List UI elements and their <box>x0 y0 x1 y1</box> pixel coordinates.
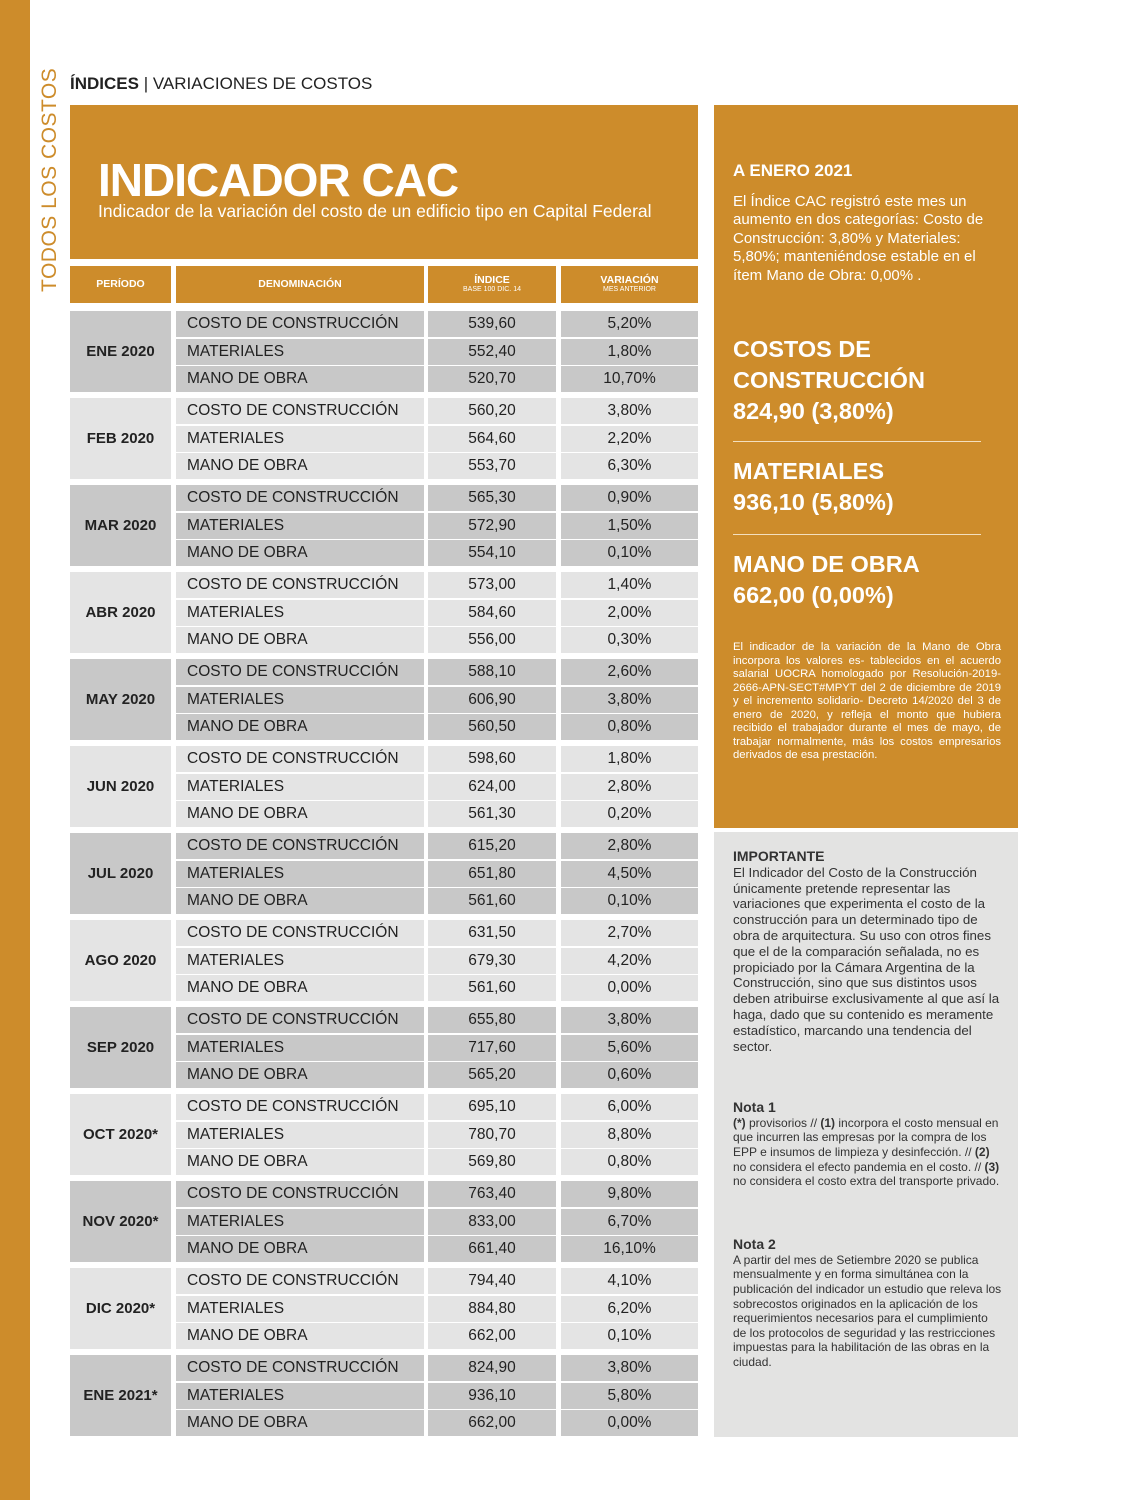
table-row <box>176 1355 698 1381</box>
index-cell: 695,10 <box>428 1094 556 1120</box>
mano-obra-label: MANO DE OBRA <box>733 551 920 577</box>
denomination-cell: MANO DE OBRA <box>176 540 424 566</box>
table-row <box>176 311 698 337</box>
summary-panel <box>714 105 1018 828</box>
header-name-label: DENOMINACIÓN <box>258 277 342 290</box>
table-row <box>176 1383 698 1409</box>
variation-cell: 8,80% <box>561 1122 698 1148</box>
denomination-cell: MATERIALES <box>176 1296 424 1322</box>
table-row <box>176 1035 698 1061</box>
denomination-cell: COSTO DE CONSTRUCCIÓN <box>176 1355 424 1381</box>
variation-cell: 2,80% <box>561 774 698 800</box>
table-row <box>176 1236 698 1262</box>
variation-cell: 0,60% <box>561 1062 698 1088</box>
period-group <box>70 311 698 392</box>
denomination-cell: MANO DE OBRA <box>176 1410 424 1436</box>
denomination-cell: MATERIALES <box>176 513 424 539</box>
summary-costos <box>733 334 1003 427</box>
table-row <box>176 1296 698 1322</box>
table-row <box>176 627 698 653</box>
important-text: El Indicador del Costo de la Construcción únicamente pretende representar las variaciones que experimenta el costo de la construcción para un determinado tipo de obra de arquitectura. Su uso con otros fines que el de la comparación señalada, no es propiciado por la Cámara Argentina de la Construcción, sino que sus distintos usos deben atribuirse exclusivamente al que así la haga, dado que su contenido es meramente estadístico, marcando una tendencia del sector. <box>733 864 1000 1054</box>
variation-cell: 3,80% <box>561 1007 698 1033</box>
variation-cell: 2,00% <box>561 600 698 626</box>
header-name <box>176 266 424 303</box>
index-cell: 520,70 <box>428 366 556 392</box>
costos-label-1: COSTOS DE <box>733 336 871 362</box>
variation-cell: 0,80% <box>561 714 698 740</box>
period-cell: ABR 2020 <box>70 572 171 653</box>
table-row <box>176 687 698 713</box>
index-cell: 662,00 <box>428 1410 556 1436</box>
table-row <box>176 1122 698 1148</box>
index-cell: 824,90 <box>428 1355 556 1381</box>
variation-cell: 3,80% <box>561 1355 698 1381</box>
denomination-cell: MATERIALES <box>176 948 424 974</box>
index-cell: 606,90 <box>428 687 556 713</box>
denomination-cell: MATERIALES <box>176 861 424 887</box>
variation-cell: 0,90% <box>561 485 698 511</box>
table-row <box>176 1268 698 1294</box>
period-group <box>70 1355 698 1436</box>
summary-intro: El Índice CAC registró este mes un aumento en dos categorías: Costo de Construcción: 3,80% y Materiales: 5,80%; manteniéndose estable en el ítem Mano de Obra: 0,00% . <box>733 193 984 284</box>
variation-cell: 4,10% <box>561 1268 698 1294</box>
variation-cell: 2,70% <box>561 920 698 946</box>
index-cell: 573,00 <box>428 572 556 598</box>
denomination-cell: MANO DE OBRA <box>176 1236 424 1262</box>
note-2 <box>733 1237 1003 1370</box>
period-cell: SEP 2020 <box>70 1007 171 1088</box>
materiales-value: 936,10 (5,80%) <box>733 489 894 515</box>
side-accent-strip <box>0 0 30 1500</box>
index-cell: 565,30 <box>428 485 556 511</box>
variation-cell: 2,80% <box>561 833 698 859</box>
header-var-label: VARIACIÓN <box>600 274 659 287</box>
denomination-cell: MANO DE OBRA <box>176 627 424 653</box>
section-subtitle: VARIACIONES DE COSTOS <box>152 74 373 93</box>
period-group <box>70 920 698 1001</box>
variation-cell: 5,20% <box>561 311 698 337</box>
variation-cell: 0,00% <box>561 1410 698 1436</box>
header-var-sub: MES ANTERIOR <box>603 286 656 294</box>
section-header <box>70 74 372 94</box>
variation-cell: 1,80% <box>561 339 698 365</box>
index-cell: 655,80 <box>428 1007 556 1033</box>
table-row <box>176 426 698 452</box>
index-cell: 554,10 <box>428 540 556 566</box>
denomination-cell: MANO DE OBRA <box>176 801 424 827</box>
index-cell: 679,30 <box>428 948 556 974</box>
table-row <box>176 1410 698 1436</box>
period-cell: ENE 2020 <box>70 311 171 392</box>
variation-cell: 9,80% <box>561 1181 698 1207</box>
page-title: INDICADOR CAC <box>98 154 459 206</box>
denomination-cell: COSTO DE CONSTRUCCIÓN <box>176 833 424 859</box>
denomination-cell: MANO DE OBRA <box>176 1149 424 1175</box>
variation-cell: 16,10% <box>561 1236 698 1262</box>
period-group <box>70 833 698 914</box>
period-cell: JUN 2020 <box>70 746 171 827</box>
table-row <box>176 572 698 598</box>
denomination-cell: MATERIALES <box>176 1209 424 1235</box>
variation-cell: 1,80% <box>561 746 698 772</box>
index-cell: 717,60 <box>428 1035 556 1061</box>
table-row <box>176 1181 698 1207</box>
denomination-cell: COSTO DE CONSTRUCCIÓN <box>176 1268 424 1294</box>
divider <box>733 441 981 442</box>
note-1-title: Nota 1 <box>733 1099 776 1115</box>
section-vertical-label: TODOS LOS COSTOS <box>38 67 61 292</box>
period-cell: MAY 2020 <box>70 659 171 740</box>
denomination-cell: MATERIALES <box>176 600 424 626</box>
index-cell: 833,00 <box>428 1209 556 1235</box>
header-index <box>428 266 556 303</box>
index-cell: 598,60 <box>428 746 556 772</box>
period-cell: AGO 2020 <box>70 920 171 1001</box>
important-note <box>733 849 1003 1054</box>
index-cell: 564,60 <box>428 426 556 452</box>
index-cell: 572,90 <box>428 513 556 539</box>
denomination-cell: COSTO DE CONSTRUCCIÓN <box>176 746 424 772</box>
table-row <box>176 774 698 800</box>
denomination-cell: COSTO DE CONSTRUCCIÓN <box>176 485 424 511</box>
table-row <box>176 888 698 914</box>
table-row <box>176 714 698 740</box>
denomination-cell: MANO DE OBRA <box>176 714 424 740</box>
table-row <box>176 1094 698 1120</box>
period-cell: ENE 2021* <box>70 1355 171 1436</box>
index-cell: 780,70 <box>428 1122 556 1148</box>
denomination-cell: COSTO DE CONSTRUCCIÓN <box>176 1007 424 1033</box>
variation-cell: 6,30% <box>561 453 698 479</box>
table-row <box>176 453 698 479</box>
costos-value: 824,90 (3,80%) <box>733 398 894 424</box>
table-row <box>176 1209 698 1235</box>
denomination-cell: COSTO DE CONSTRUCCIÓN <box>176 1181 424 1207</box>
denomination-cell: MANO DE OBRA <box>176 888 424 914</box>
period-group <box>70 1094 698 1175</box>
costos-label-2: CONSTRUCCIÓN <box>733 367 925 393</box>
index-cell: 662,00 <box>428 1323 556 1349</box>
index-cell: 794,40 <box>428 1268 556 1294</box>
index-cell: 661,40 <box>428 1236 556 1262</box>
denomination-cell: MANO DE OBRA <box>176 1323 424 1349</box>
variation-cell: 3,80% <box>561 398 698 424</box>
page-subtitle: Indicador de la variación del costo de un edificio tipo en Capital Federal <box>98 201 652 221</box>
section-bold: ÍNDICES <box>70 74 139 93</box>
variation-cell: 0,10% <box>561 888 698 914</box>
note-1-text <box>733 1116 1003 1189</box>
period-cell: OCT 2020* <box>70 1094 171 1175</box>
variation-cell: 3,80% <box>561 687 698 713</box>
denomination-cell: COSTO DE CONSTRUCCIÓN <box>176 311 424 337</box>
table-row <box>176 1007 698 1033</box>
header-period-label: PERÍODO <box>96 277 145 290</box>
period-group <box>70 1268 698 1349</box>
denomination-cell: MANO DE OBRA <box>176 453 424 479</box>
index-cell: 553,70 <box>428 453 556 479</box>
variation-cell: 0,00% <box>561 975 698 1001</box>
denomination-cell: MATERIALES <box>176 687 424 713</box>
variation-cell: 4,50% <box>561 861 698 887</box>
denomination-cell: MATERIALES <box>176 339 424 365</box>
variation-cell: 0,20% <box>561 801 698 827</box>
variation-cell: 1,50% <box>561 513 698 539</box>
n1-a: (*) <box>733 1115 746 1130</box>
period-cell: MAR 2020 <box>70 485 171 566</box>
table-row <box>176 1149 698 1175</box>
table-row <box>176 948 698 974</box>
denomination-cell: COSTO DE CONSTRUCCIÓN <box>176 659 424 685</box>
index-cell: 569,80 <box>428 1149 556 1175</box>
table-row <box>176 540 698 566</box>
summary-materiales <box>733 456 1003 518</box>
variation-cell: 4,20% <box>561 948 698 974</box>
table-row <box>176 1062 698 1088</box>
materiales-label: MATERIALES <box>733 458 885 484</box>
header-index-sub: BASE 100 DIC. 14 <box>463 286 521 294</box>
variation-cell: 2,60% <box>561 659 698 685</box>
table-row <box>176 659 698 685</box>
table-row <box>176 920 698 946</box>
n1-b: provisorios // <box>745 1115 821 1130</box>
denomination-cell: COSTO DE CONSTRUCCIÓN <box>176 398 424 424</box>
variation-cell: 0,10% <box>561 540 698 566</box>
period-group <box>70 572 698 653</box>
period-cell: DIC 2020* <box>70 1268 171 1349</box>
mano-obra-value: 662,00 (0,00%) <box>733 582 894 608</box>
variation-cell: 10,70% <box>561 366 698 392</box>
period-group <box>70 1181 698 1262</box>
variation-cell: 5,60% <box>561 1035 698 1061</box>
index-cell: 588,10 <box>428 659 556 685</box>
index-cell: 539,60 <box>428 311 556 337</box>
n1-g: (3) <box>984 1159 1000 1174</box>
index-cell: 584,60 <box>428 600 556 626</box>
denomination-cell: MANO DE OBRA <box>176 366 424 392</box>
note-1 <box>733 1100 1003 1189</box>
table-row <box>176 833 698 859</box>
n1-c: (1) <box>820 1115 836 1130</box>
denomination-cell: MANO DE OBRA <box>176 975 424 1001</box>
index-cell: 565,20 <box>428 1062 556 1088</box>
table-row <box>176 600 698 626</box>
index-cell: 552,40 <box>428 339 556 365</box>
index-cell: 936,10 <box>428 1383 556 1409</box>
title-banner <box>70 105 698 259</box>
index-cell: 763,40 <box>428 1181 556 1207</box>
period-cell: FEB 2020 <box>70 398 171 479</box>
index-cell: 561,60 <box>428 888 556 914</box>
denomination-cell: MANO DE OBRA <box>176 1062 424 1088</box>
notes-panel <box>714 832 1018 1437</box>
n1-h: no considera el costo extra del transporte privado. <box>733 1174 1000 1189</box>
denomination-cell: MATERIALES <box>176 1035 424 1061</box>
summary-fine-print: El indicador de la variación de la Mano de Obra incorpora los valores es- tablecidos en el acuerdo salarial UOCRA homologado por Resolución-2019-2666-APN-SECT#MPYT del 2 de diciembre de 2019 y el incremento solidario- Decreto 14/2020 del 3 de enero de 2020, y refleja el monto que hubiera recibido el trabajador durante el mes de mayo, de trabajar normalmente, más los costos empresarios derivados de esa prestación. <box>733 641 1001 761</box>
period-group <box>70 746 698 827</box>
table-row <box>176 975 698 1001</box>
period-group <box>70 1007 698 1088</box>
table-row <box>176 746 698 772</box>
variation-cell: 0,80% <box>561 1149 698 1175</box>
variation-cell: 0,10% <box>561 1323 698 1349</box>
header-period <box>70 266 171 303</box>
variation-cell: 6,20% <box>561 1296 698 1322</box>
table-row <box>176 801 698 827</box>
table-row <box>176 1323 698 1349</box>
index-cell: 561,30 <box>428 801 556 827</box>
table-row <box>176 339 698 365</box>
note-2-text: A partir del mes de Setiembre 2020 se publica mensualmente y en forma simultánea con la publicación del indicador un estudio que releva los sobrecostos originados en la aplicación de los requerimientos necesarios para el cumplimiento de los protocolos de seguridad y las restricciones impuestas para la habilitación de las obras en la ciudad. <box>733 1252 1002 1369</box>
index-cell: 556,00 <box>428 627 556 653</box>
denomination-cell: MATERIALES <box>176 1122 424 1148</box>
index-cell: 631,50 <box>428 920 556 946</box>
denomination-cell: COSTO DE CONSTRUCCIÓN <box>176 572 424 598</box>
period-group <box>70 485 698 566</box>
important-title: IMPORTANTE <box>733 848 825 864</box>
index-cell: 560,50 <box>428 714 556 740</box>
index-cell: 624,00 <box>428 774 556 800</box>
index-cell: 651,80 <box>428 861 556 887</box>
note-2-title: Nota 2 <box>733 1236 776 1252</box>
variation-cell: 2,20% <box>561 426 698 452</box>
index-cell: 884,80 <box>428 1296 556 1322</box>
table-row <box>176 861 698 887</box>
n1-f: no considera el efecto pandemia en el costo. // <box>733 1159 985 1174</box>
table-row <box>176 366 698 392</box>
variation-cell: 5,80% <box>561 1383 698 1409</box>
summary-heading: A ENERO 2021 <box>733 161 853 180</box>
denomination-cell: MATERIALES <box>176 1383 424 1409</box>
denomination-cell: MATERIALES <box>176 426 424 452</box>
index-cell: 560,20 <box>428 398 556 424</box>
variation-cell: 6,70% <box>561 1209 698 1235</box>
divider <box>733 534 981 535</box>
variation-cell: 1,40% <box>561 572 698 598</box>
denomination-cell: COSTO DE CONSTRUCCIÓN <box>176 920 424 946</box>
period-group <box>70 659 698 740</box>
table-row <box>176 513 698 539</box>
n1-e: (2) <box>974 1144 990 1159</box>
index-cell: 615,20 <box>428 833 556 859</box>
variation-cell: 6,00% <box>561 1094 698 1120</box>
denomination-cell: COSTO DE CONSTRUCCIÓN <box>176 1094 424 1120</box>
denomination-cell: MATERIALES <box>176 774 424 800</box>
period-group <box>70 398 698 479</box>
n1-d: incorpora el costo mensual en que incurren las empresas por la compra de los EPP e insumos de limpieza y desinfección. // <box>733 1115 999 1159</box>
section-separator: | <box>143 74 149 93</box>
variation-cell: 0,30% <box>561 627 698 653</box>
summary-mano-obra <box>733 549 1003 611</box>
header-index-label: ÍNDICE <box>474 274 510 287</box>
period-cell: JUL 2020 <box>70 833 171 914</box>
table-row <box>176 485 698 511</box>
index-cell: 561,60 <box>428 975 556 1001</box>
header-variation <box>561 266 698 303</box>
period-cell: NOV 2020* <box>70 1181 171 1262</box>
table-row <box>176 398 698 424</box>
